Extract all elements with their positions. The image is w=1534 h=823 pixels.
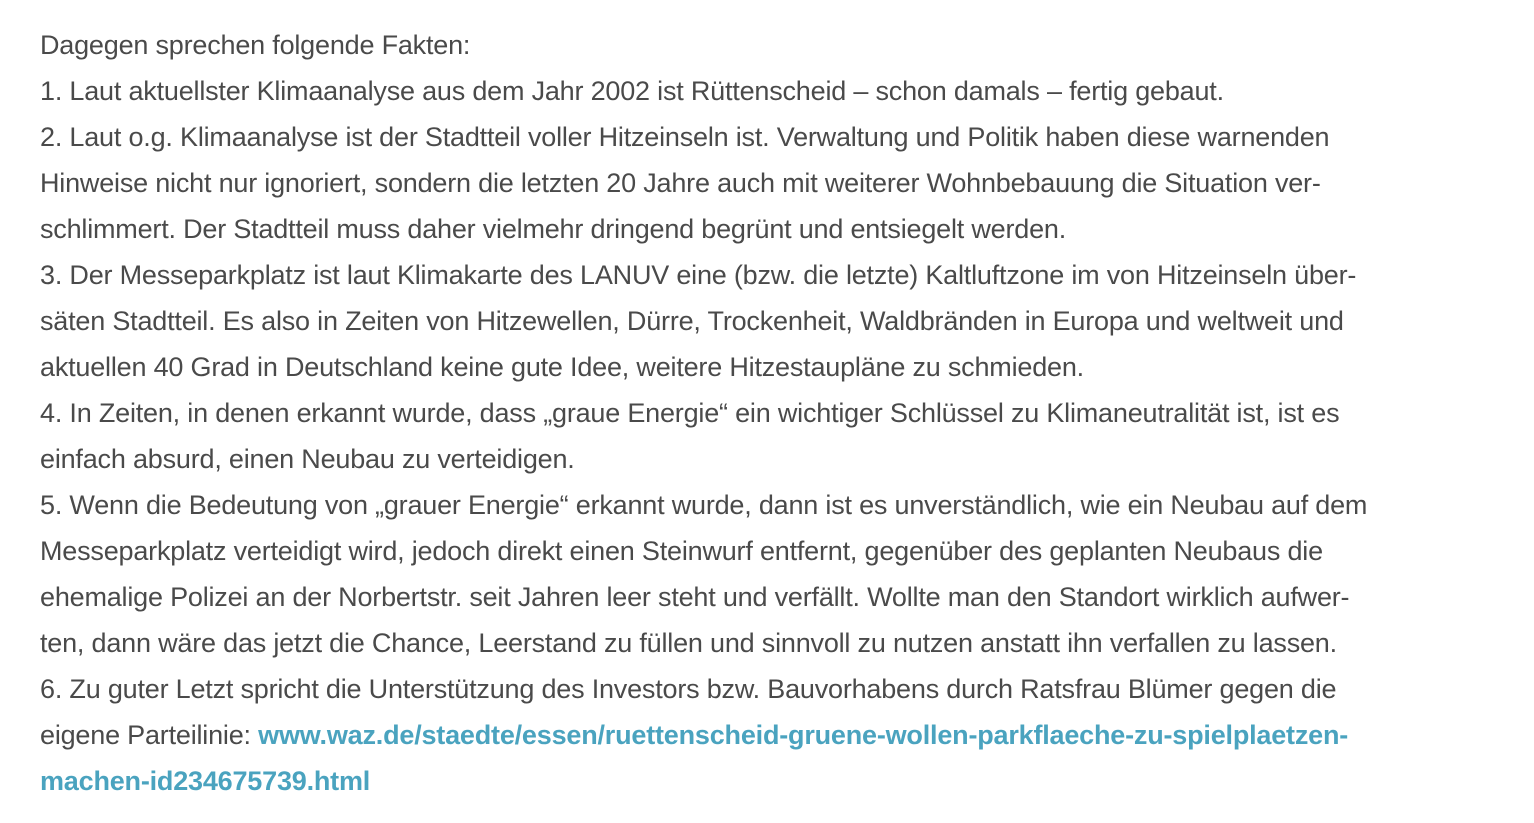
- point-3-line-1: 3. Der Messeparkplatz ist laut Klimakarte des LANUV eine (bzw. die letzte) Kaltluftzone im von Hitzeinseln über-: [40, 260, 1357, 290]
- point-4-line-1: 4. In Zeiten, in denen erkannt wurde, dass „graue Energie“ ein wichtiger Schlüssel zu Klimaneutralität ist, ist es: [40, 398, 1340, 428]
- point-2-line-2: Hinweise nicht nur ignoriert, sondern die letzten 20 Jahre auch mit weiterer Wohnbebauung die Situation ver-: [40, 168, 1321, 198]
- point-6-line-1: 6. Zu guter Letzt spricht die Unterstützung des Investors bzw. Bauvorhabens durch Ratsfrau Blümer gegen die: [40, 674, 1337, 704]
- point-5-line-1: 5. Wenn die Bedeutung von „grauer Energie“ erkannt wurde, dann ist es unverständlich, wie ein Neubau auf dem: [40, 490, 1368, 520]
- point-2-line-3: schlimmert. Der Stadtteil muss daher vielmehr dringend begrünt und entsiegelt werden.: [40, 214, 1067, 244]
- point-2-line-1: 2. Laut o.g. Klimaanalyse ist der Stadtteil voller Hitzeinseln ist. Verwaltung und Politik haben diese warnenden: [40, 122, 1330, 152]
- point-3-line-3: aktuellen 40 Grad in Deutschland keine gute Idee, weitere Hitzestaupläne zu schmieden.: [40, 352, 1084, 382]
- point-6-prefix: eigene Parteilinie:: [40, 720, 259, 750]
- article-body: [40, 22, 1500, 804]
- point-3-line-2: säten Stadtteil. Es also in Zeiten von Hitzewellen, Dürre, Trockenheit, Waldbränden in Europa und weltweit und: [40, 306, 1344, 336]
- waz-article-link-part-1[interactable]: www.waz.de/staedte/essen/ruettenscheid-gruene-wollen-parkflaeche-zu-spielplaetzen-: [258, 720, 1349, 750]
- point-1: 1. Laut aktuellster Klimaanalyse aus dem Jahr 2002 ist Rüttenscheid – schon damals – fertig gebaut.: [40, 76, 1224, 106]
- point-6-line-3: [40, 758, 1500, 804]
- intro-text: Dagegen sprechen folgende Fakten:: [40, 30, 471, 60]
- point-6-line-2: [40, 712, 1500, 758]
- point-4-line-2: einfach absurd, einen Neubau zu verteidigen.: [40, 444, 575, 474]
- point-5-line-4: ten, dann wäre das jetzt die Chance, Leerstand zu füllen und sinnvoll zu nutzen anstatt ihn verfallen zu lassen.: [40, 628, 1337, 658]
- point-5-line-2: Messeparkplatz verteidigt wird, jedoch direkt einen Steinwurf entfernt, gegenüber des geplanten Neubaus die: [40, 536, 1323, 566]
- point-5-line-3: ehemalige Polizei an der Norbertstr. seit Jahren leer steht und verfällt. Wollte man den Standort wirklich aufwer-: [40, 582, 1350, 612]
- waz-article-link-part-2[interactable]: machen-id234675739.html: [40, 766, 371, 796]
